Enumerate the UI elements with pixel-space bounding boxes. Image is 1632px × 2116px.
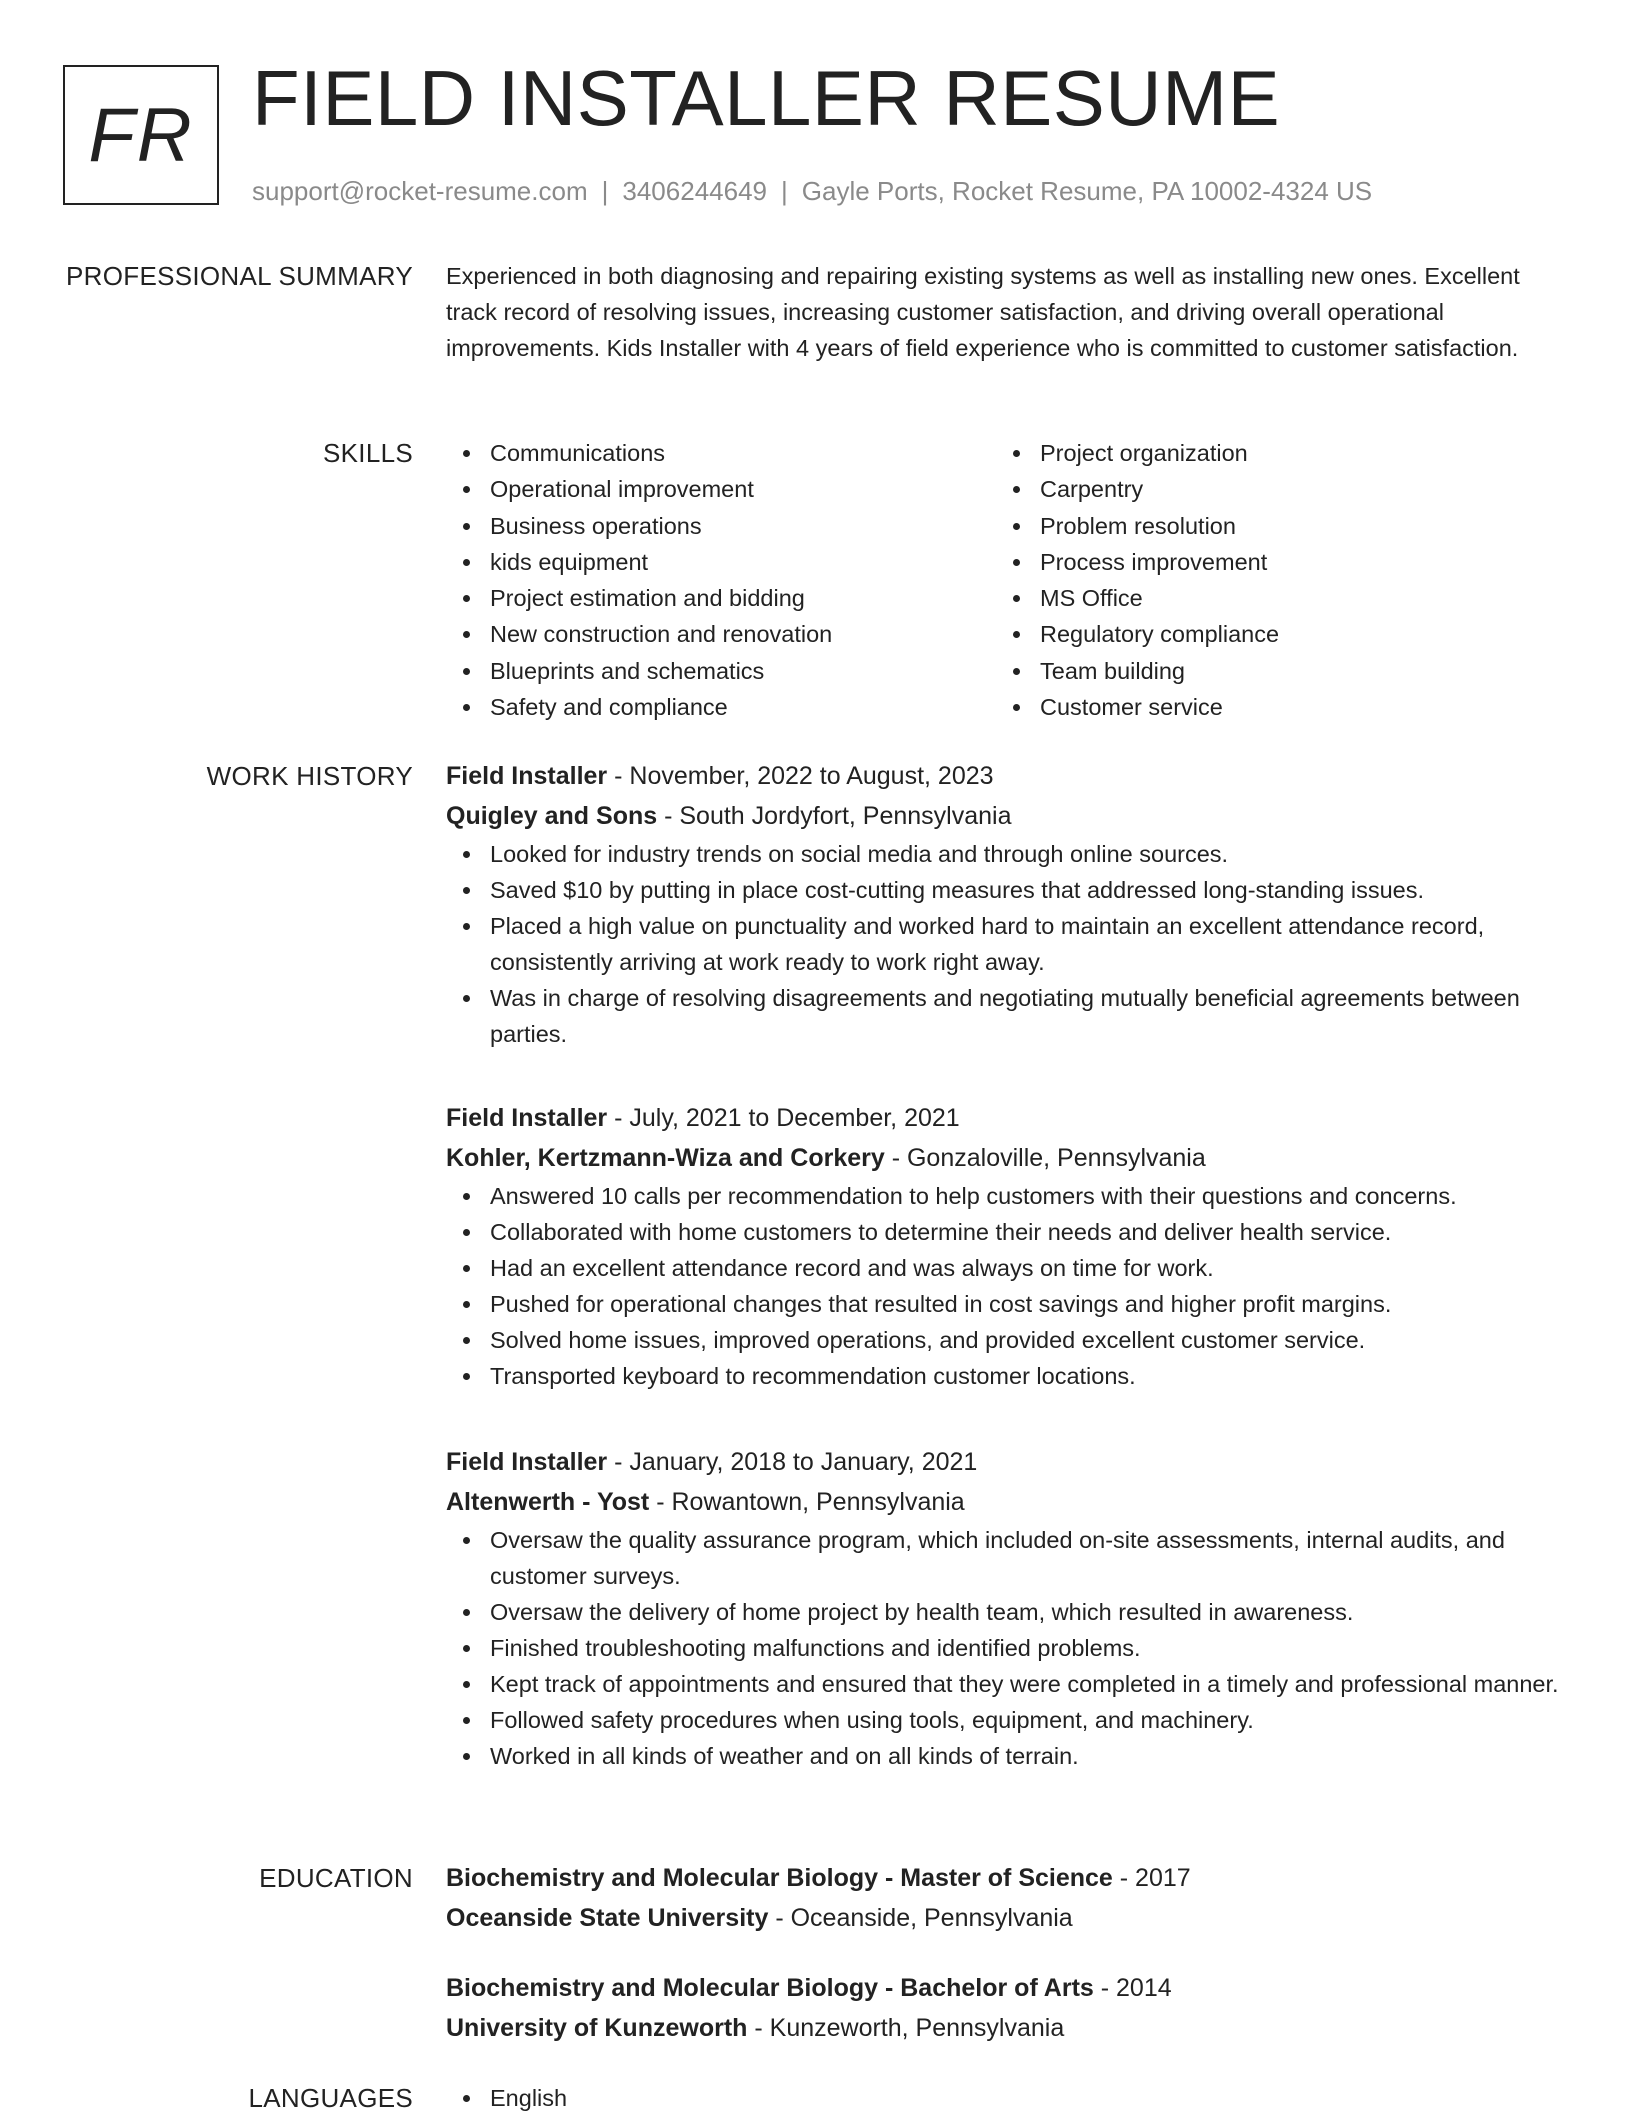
education-entry bbox=[446, 1858, 1566, 1938]
skills-list-left bbox=[446, 435, 996, 725]
section-label-languages: LANGUAGES bbox=[248, 2083, 413, 2113]
job-bullet: Pushed for operational changes that resulted in cost savings and higher profit margins. bbox=[446, 1286, 1566, 1322]
job-title-line bbox=[446, 1442, 1566, 1482]
skill-item: kids equipment bbox=[446, 544, 996, 580]
job-entry bbox=[446, 1442, 1566, 1774]
edu-degree: Biochemistry and Molecular Biology - Bachelor of Arts bbox=[446, 1974, 1094, 2002]
edu-degree-line bbox=[446, 1858, 1566, 1898]
edu-degree: Biochemistry and Molecular Biology - Master of Science bbox=[446, 1864, 1113, 1892]
section-label-skills: SKILLS bbox=[323, 438, 413, 468]
skill-item: Carpentry bbox=[996, 471, 1546, 507]
job-title: Field Installer bbox=[446, 1448, 608, 1476]
job-bullets bbox=[446, 836, 1566, 1052]
job-dates: - November, 2022 to August, 2023 bbox=[607, 762, 994, 790]
skill-item: Operational improvement bbox=[446, 471, 996, 507]
skill-item: Regulatory compliance bbox=[996, 616, 1546, 652]
skill-item: Process improvement bbox=[996, 544, 1546, 580]
edu-school-line bbox=[446, 2008, 1566, 2048]
job-entry bbox=[446, 756, 1566, 1052]
job-bullet: Was in charge of resolving disagreements and negotiating mutually beneficial agreements between parties. bbox=[446, 980, 1566, 1052]
skill-item: Project organization bbox=[996, 435, 1546, 471]
job-bullet: Had an excellent attendance record and was always on time for work. bbox=[446, 1250, 1566, 1286]
job-company-line bbox=[446, 796, 1566, 836]
job-bullet: Finished troubleshooting malfunctions and identified problems. bbox=[446, 1630, 1566, 1666]
job-company: Kohler, Kertzmann-Wiza and Corkery bbox=[446, 1144, 885, 1172]
job-title: Field Installer bbox=[446, 762, 608, 790]
job-bullet: Oversaw the quality assurance program, which included on-site assessments, internal audits, and customer surveys. bbox=[446, 1522, 1566, 1594]
summary-body bbox=[446, 258, 1566, 366]
job-bullet: Transported keyboard to recommendation customer locations. bbox=[446, 1358, 1566, 1394]
language-item: English bbox=[446, 2080, 1566, 2116]
section-label-summary: PROFESSIONAL SUMMARY bbox=[66, 261, 413, 291]
edu-school: University of Kunzeworth bbox=[446, 2014, 748, 2042]
job-bullet: Looked for industry trends on social media and through online sources. bbox=[446, 836, 1566, 872]
edu-school: Oceanside State University bbox=[446, 1904, 769, 1932]
skills-body bbox=[446, 435, 1566, 725]
job-bullet: Followed safety procedures when using tools, equipment, and machinery. bbox=[446, 1702, 1566, 1738]
skill-item: Customer service bbox=[996, 689, 1546, 725]
job-dates: - January, 2018 to January, 2021 bbox=[607, 1448, 978, 1476]
skill-item: Blueprints and schematics bbox=[446, 653, 996, 689]
job-company: Quigley and Sons bbox=[446, 802, 658, 830]
job-company-line bbox=[446, 1482, 1566, 1522]
contact-address: Gayle Ports, Rocket Resume, PA 10002-4324 US bbox=[801, 176, 1373, 206]
edu-degree-line bbox=[446, 1968, 1566, 2008]
contact-phone[interactable]: 3406244649 bbox=[622, 176, 767, 206]
summary-text: Experienced in both diagnosing and repairing existing systems as well as installing new ones. Excellent track record of resolving issues, increasing customer satisfaction, and driving overall operational improvements. Kids Installer with 4 years of field experience who is committed to customer satisfaction. bbox=[446, 263, 1520, 361]
job-bullet: Oversaw the delivery of home project by health team, which resulted in awareness. bbox=[446, 1594, 1566, 1630]
skill-item: Team building bbox=[996, 653, 1546, 689]
skill-item: New construction and renovation bbox=[446, 616, 996, 652]
skill-item: Communications bbox=[446, 435, 996, 471]
languages-body bbox=[446, 2080, 1566, 2116]
job-title: Field Installer bbox=[446, 1104, 608, 1132]
job-location: - Gonzaloville, Pennsylvania bbox=[884, 1144, 1206, 1172]
job-location: - South Jordyfort, Pennsylvania bbox=[657, 802, 1012, 830]
job-title-line bbox=[446, 1098, 1566, 1138]
contact-separator: | bbox=[601, 176, 609, 206]
contact-line bbox=[252, 174, 1372, 208]
skill-item: Safety and compliance bbox=[446, 689, 996, 725]
skill-item: Project estimation and bidding bbox=[446, 580, 996, 616]
skill-item: Problem resolution bbox=[996, 508, 1546, 544]
job-bullet: Saved $10 by putting in place cost-cutting measures that addressed long-standing issues. bbox=[446, 872, 1566, 908]
skills-list-right bbox=[996, 435, 1546, 725]
job-dates: - July, 2021 to December, 2021 bbox=[607, 1104, 960, 1132]
skill-item: MS Office bbox=[996, 580, 1546, 616]
job-title-line bbox=[446, 756, 1566, 796]
job-bullet: Kept track of appointments and ensured that they were completed in a timely and professional manner. bbox=[446, 1666, 1566, 1702]
edu-year: - 2014 bbox=[1093, 1974, 1172, 2002]
job-bullets bbox=[446, 1522, 1566, 1774]
job-bullet: Worked in all kinds of weather and on all kinds of terrain. bbox=[446, 1738, 1566, 1774]
edu-year: - 2017 bbox=[1112, 1864, 1191, 1892]
job-bullets bbox=[446, 1178, 1566, 1394]
job-bullet: Solved home issues, improved operations, and provided excellent customer service. bbox=[446, 1322, 1566, 1358]
section-label-work-history: WORK HISTORY bbox=[206, 761, 413, 791]
job-location: - Rowantown, Pennsylvania bbox=[649, 1488, 965, 1516]
skill-item: Business operations bbox=[446, 508, 996, 544]
monogram-box bbox=[63, 65, 219, 205]
job-entry bbox=[446, 1098, 1566, 1394]
job-company-line bbox=[446, 1138, 1566, 1178]
contact-separator: | bbox=[781, 176, 788, 206]
contact-email[interactable]: support@rocket-resume.com bbox=[252, 176, 588, 206]
monogram-initials: FR bbox=[88, 92, 194, 178]
section-label-education: EDUCATION bbox=[259, 1863, 413, 1893]
edu-school-line bbox=[446, 1898, 1566, 1938]
education-entry bbox=[446, 1968, 1566, 2048]
job-bullet: Collaborated with home customers to determine their needs and deliver health service. bbox=[446, 1214, 1566, 1250]
job-company: Altenwerth - Yost bbox=[446, 1488, 650, 1516]
edu-location: - Kunzeworth, Pennsylvania bbox=[747, 2014, 1065, 2042]
edu-location: - Oceanside, Pennsylvania bbox=[768, 1904, 1073, 1932]
resume-title: FIELD INSTALLER RESUME bbox=[252, 54, 1281, 142]
languages-list bbox=[446, 2080, 1566, 2116]
job-bullet: Answered 10 calls per recommendation to help customers with their questions and concerns. bbox=[446, 1178, 1566, 1214]
job-bullet: Placed a high value on punctuality and worked hard to maintain an excellent attendance record, consistently arriving at work ready to work right away. bbox=[446, 908, 1566, 980]
